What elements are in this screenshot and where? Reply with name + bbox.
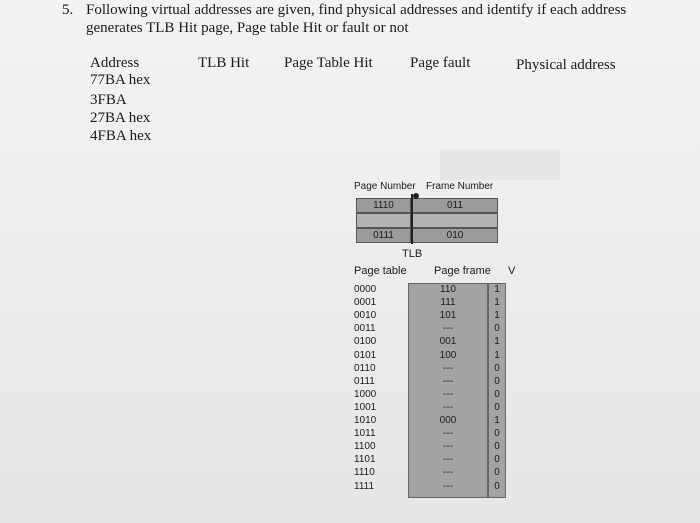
page-frame-label: Page frame — [434, 265, 491, 277]
tlb-frame-cell: 011 — [412, 198, 498, 213]
question-line-2: generates TLB Hit page, Page table Hit or fault or not — [86, 20, 409, 36]
page-table-valid-bit: 1 — [494, 284, 500, 295]
page-table-page-number: 1100 — [354, 441, 376, 453]
page-table-page-number: 1011 — [354, 428, 376, 440]
page-table-valid-bit: 0 — [494, 323, 500, 335]
tlb-frame-number-header: Frame Number — [426, 181, 494, 192]
page-table-valid-bit: 1 — [494, 349, 500, 361]
valid-bit-label: V — [508, 265, 516, 277]
page-table-frame: --- — [443, 323, 453, 335]
address-item: 4FBA hex — [90, 128, 152, 144]
page-table-page-number: 0110 — [354, 362, 376, 374]
tlb-page-cell: 0111 — [356, 228, 411, 243]
page-table-page-number: 0001 — [354, 297, 377, 309]
header-page-table-hit: Page Table Hit — [284, 55, 373, 71]
tlb-page-cell: 1110 — [356, 198, 411, 213]
page-table-valid-bit: 0 — [494, 362, 500, 374]
page-table-frame: --- — [443, 401, 453, 413]
page-table-frame: 111 — [440, 297, 456, 309]
page-table-frame: --- — [443, 428, 453, 440]
page-table-valid-bit: 0 — [494, 428, 500, 440]
page-table-page-number: 0111 — [354, 375, 375, 387]
page-table-valid-bit: 0 — [494, 388, 500, 400]
address-item: 77BA hex — [90, 72, 151, 88]
page-table-page-number: 0011 — [354, 323, 376, 335]
page-table-frame: 100 — [439, 349, 457, 361]
tlb-caption: TLB — [402, 248, 423, 260]
page-table-valid-bit: 0 — [494, 454, 500, 466]
header-physical-address: Physical address — [516, 57, 616, 73]
page-table-page-number: 1110 — [354, 467, 375, 479]
header-tlb-hit: TLB Hit — [198, 55, 250, 71]
page-table-valid-bit: 0 — [494, 441, 500, 453]
page-table-frame: 101 — [439, 310, 457, 322]
tlb-divider-dot — [413, 193, 419, 199]
page-table-valid-bit: 0 — [494, 480, 500, 492]
question-line-1: Following virtual addresses are given, find physical addresses and identify if each address — [86, 2, 627, 18]
header-page-fault: Page fault — [410, 55, 471, 71]
page-table-frame: 000 — [439, 415, 457, 426]
address-item: 27BA hex — [90, 110, 151, 126]
tlb-empty-cell — [356, 213, 411, 228]
page-table-valid-bit: 1 — [494, 297, 500, 309]
header-address: Address — [90, 55, 140, 71]
page-table-frame: 001 — [439, 336, 457, 348]
page-table-page-number: 0101 — [354, 349, 377, 361]
page-table-page-number: 1001 — [354, 401, 377, 413]
tlb-page-number-header: Page Number — [354, 181, 416, 192]
bleed-through-decoration — [440, 150, 560, 180]
page-table-valid-bit: 0 — [494, 375, 500, 387]
page-table-frame: --- — [443, 441, 453, 453]
page-table-page-number: 0010 — [354, 310, 377, 322]
page-table-valid-bit: 1 — [494, 415, 500, 426]
page-table-page-number: 1000 — [354, 388, 377, 400]
page-table-frame: --- — [443, 480, 453, 492]
page-table-page-number: 1101 — [354, 454, 376, 466]
page-table-frame: --- — [443, 388, 453, 400]
page-table-valid-bit: 1 — [494, 336, 500, 348]
question-number: 5. — [62, 2, 74, 18]
page-table-frame: --- — [443, 454, 453, 466]
page-table-frame: --- — [443, 362, 453, 374]
page-table-page-number: 1111 — [354, 480, 375, 492]
address-item: 3FBA — [90, 92, 127, 108]
page-table-frame: --- — [443, 467, 453, 479]
tlb-divider — [411, 194, 413, 244]
page-table-frame: 110 — [440, 284, 456, 295]
page-table-valid-bit: 0 — [494, 401, 500, 413]
tlb-empty-cell — [412, 213, 498, 228]
page-table-page-number: 0100 — [354, 336, 377, 348]
tlb-frame-cell: 010 — [412, 228, 498, 243]
page-table-frame: --- — [443, 375, 453, 387]
page-table-valid-bit: 0 — [494, 467, 500, 479]
page-table-valid-bit: 1 — [494, 310, 500, 322]
page-table-page-number: 0000 — [354, 284, 377, 295]
page-table-page-number: 1010 — [354, 415, 377, 426]
page-table-label: Page table — [354, 265, 407, 277]
